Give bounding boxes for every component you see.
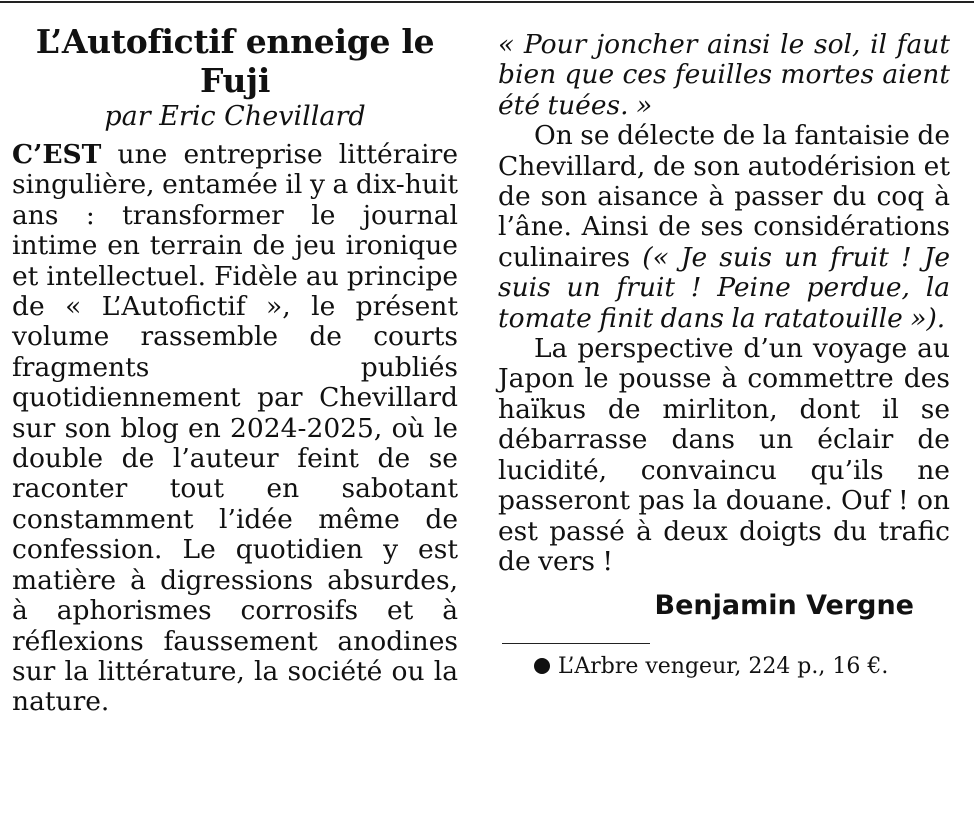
paragraph-3: La perspective d’un voyage au Japon le pousse à commettre des haïkus de mirliton, dont il se débarrasse dans un éclair de lucidité, convaincu qu’ils ne passeront pas la douane. Ouf ! on est passé à deux doigts du trafic de vers !: [498, 333, 950, 577]
article-title: L’Autofictif enneige le Fuji: [35, 22, 435, 100]
paragraph-1-continued-quote: « Pour joncher ainsi le sol, il faut bien que ces feuilles mortes aient été tuées. »: [498, 29, 950, 121]
reference-divider: [502, 643, 650, 644]
paragraph-2-text: On se délecte de la fantaisie de Chevillard, de son autodérision et de son aisance à passer du coq à l’âne. Ainsi de ses considérations culinaires: [498, 120, 950, 273]
book-reference-text: L’Arbre vengeur, 224 p., 16 €.: [558, 654, 889, 680]
paragraph-2: [498, 121, 950, 334]
paragraph-1: [12, 140, 458, 718]
article-right-column: [498, 30, 950, 682]
article-body-right: [498, 30, 950, 577]
article-left-column: [12, 22, 458, 718]
paragraph-2-quote: (« Je suis un fruit ! Je suis un fruit ! Peine perdue, la tomate finit dans la ratatouille »).: [498, 241, 951, 334]
article-byline: par Eric Chevillard: [104, 101, 366, 132]
paragraph-1-continued: [498, 30, 950, 121]
book-reference: [534, 652, 950, 682]
author-signature: Benjamin Vergne: [654, 590, 914, 622]
article-body-left: [12, 140, 458, 718]
top-rule: [0, 1, 974, 3]
bullet-icon: [534, 658, 550, 674]
intro-caps: C’EST: [12, 139, 102, 170]
paragraph-1-text: une entreprise littéraire singulière, entamée il y a dix-huit ans : transformer le journal intime en terrain de jeu ironique et intellectuel. Fidèle au principe de « L’Autofictif », le présent volume rassemble de courts fragments publiés quotidiennement par Chevillard sur son blog en 2024-2025, où le double de l’auteur feint de se raconter tout en sabotant constamment l’idée même de confession. Le quotidien y est matière à digressions absurdes, à aphorismes corrosifs et à réflexions faussement anodines sur la littérature, la société ou la nature.: [12, 139, 458, 718]
